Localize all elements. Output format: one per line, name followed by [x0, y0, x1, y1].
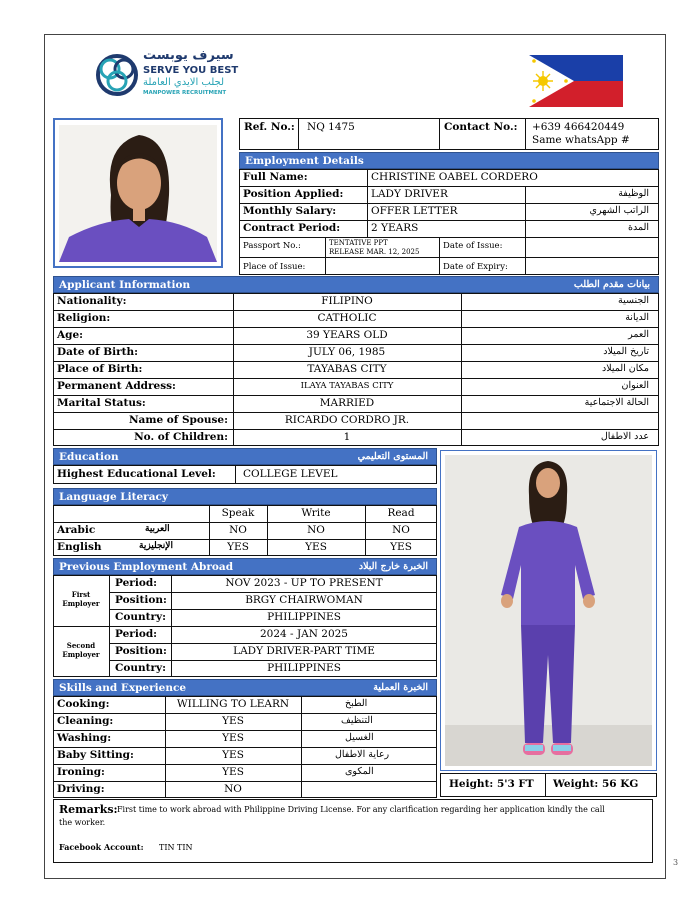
contact-label: Contact No.:	[444, 121, 518, 133]
cleaning-label: Cleaning:	[57, 715, 114, 727]
baby-sitting-value: YES	[222, 749, 244, 761]
issue-place-label: Place of Issue:	[243, 262, 306, 272]
passport-value-1: TENTATIVE PPT	[329, 239, 388, 247]
remarks-text: First time to work abroad with Philippine Driving License. For any clarification regarding her application kindly the call	[117, 805, 605, 814]
washing-value: YES	[222, 732, 244, 744]
ref-label: Ref. No.:	[244, 121, 295, 133]
logo-icon	[95, 51, 139, 99]
washing-label: Washing:	[57, 732, 112, 744]
religion-value: CATHOLIC	[317, 312, 377, 324]
religion-label: Religion:	[57, 312, 111, 324]
pob-value: TAYABAS CITY	[307, 363, 387, 375]
children-ar: عدد الاطفال	[600, 431, 649, 442]
nationality-value: FILIPINO	[321, 295, 373, 307]
logo-arabic-2: لجلب الايدي العاملة	[143, 77, 225, 88]
spouse-label: Name of Spouse:	[128, 414, 228, 426]
ironing-ar: المكوى	[345, 766, 374, 777]
contract-ar: المدة	[628, 222, 649, 233]
facebook-label: Facebook Account:	[59, 842, 144, 852]
age-ar: العمر	[628, 329, 649, 340]
second-position-label: Position:	[115, 645, 167, 657]
marital-value: MARRIED	[319, 397, 375, 409]
contract-label: Contract Period:	[243, 222, 341, 234]
contract-value: 2 YEARS	[371, 222, 419, 234]
second-period-value: 2024 - JAN 2025	[260, 628, 348, 640]
arabic-write: NO	[307, 524, 325, 536]
children-label: No. of Children:	[134, 431, 228, 443]
driving-label: Driving:	[57, 783, 105, 795]
baby-sitting-label: Baby Sitting:	[57, 749, 134, 761]
application-form	[44, 34, 666, 879]
salary-label: Monthly Salary:	[243, 205, 337, 217]
position-ar: الوظيفة	[618, 188, 649, 199]
page-number: 3	[673, 858, 679, 867]
language-header: Language Literacy	[53, 488, 437, 505]
cooking-ar: الطبخ	[345, 698, 368, 709]
pob-label: Place of Birth:	[57, 363, 143, 375]
logo-subtitle: MANPOWER RECRUITMENT	[143, 90, 227, 96]
address-label: Permanent Address:	[57, 380, 176, 392]
contact-value: +639 466420449	[532, 121, 625, 133]
arabic-read: NO	[392, 524, 410, 536]
cooking-label: Cooking:	[57, 698, 110, 710]
first-position-value: BRGY CHAIRWOMAN	[245, 594, 363, 606]
logo-arabic: سيرف يوبست	[143, 48, 234, 63]
remarks-text-2: the worker.	[59, 818, 106, 827]
spouse-value: RICARDO CORDRO JR.	[284, 414, 410, 426]
applicant-info-header: Applicant Information بيانات مقدم الطلب	[53, 276, 659, 293]
full-body-photo	[445, 455, 652, 766]
remarks-label: Remarks:	[59, 803, 118, 816]
passport-label: Passport No.:	[243, 241, 301, 251]
arabic-ar: العربية	[145, 524, 170, 534]
address-ar: العنوان	[621, 380, 649, 391]
ironing-label: Ironing:	[57, 766, 105, 778]
english-label: English	[57, 541, 102, 553]
height-value: Height: 5'3 FT	[449, 778, 534, 790]
first-country-label: Country:	[115, 611, 166, 623]
pob-ar: مكان الميلاد	[601, 363, 649, 374]
portrait-photo	[59, 125, 217, 262]
first-country-value: PHILIPPINES	[267, 611, 341, 623]
first-period-label: Period:	[115, 577, 158, 589]
baby-sitting-ar: رعاية الاطفال	[335, 749, 390, 760]
age-value: 39 YEARS OLD	[306, 329, 388, 341]
speak-header: Speak	[221, 507, 255, 519]
dob-value: JULY 06, 1985	[308, 346, 386, 358]
english-ar: الإنجليزية	[139, 541, 173, 551]
skills-header: Skills and Experience الخبرة العملية	[53, 679, 437, 696]
company-logo	[95, 48, 239, 101]
issue-date-label: Date of Issue:	[443, 241, 503, 251]
full-name-label: Full Name:	[243, 171, 308, 183]
english-speak: YES	[227, 541, 249, 553]
second-position-value: LADY DRIVER-PART TIME	[233, 645, 375, 657]
cleaning-value: YES	[222, 715, 244, 727]
first-period-value: NOV 2023 - UP TO PRESENT	[225, 577, 383, 589]
previous-employment-header: Previous Employment Abroad الخبرة خارج البلاد	[53, 558, 437, 575]
full-name-value: CHRISTINE OABEL CORDERO	[371, 171, 538, 183]
dob-label: Date of Birth:	[57, 346, 139, 358]
position-label: Position Applied:	[243, 188, 344, 200]
first-employer-line2: Employer	[62, 599, 100, 608]
first-position-label: Position:	[115, 594, 167, 606]
children-value: 1	[343, 431, 351, 443]
salary-ar: الراتب الشهري	[589, 205, 649, 216]
arabic-label: Arabic	[57, 524, 96, 536]
education-value: COLLEGE LEVEL	[243, 468, 338, 480]
cooking-value: WILLING TO LEARN	[176, 698, 290, 710]
nationality-ar: الجنسية	[618, 295, 649, 306]
write-header: Write	[301, 507, 331, 519]
employment-details-header: Employment Details	[239, 152, 659, 169]
position-value: LADY DRIVER	[371, 188, 448, 200]
weight-value: Weight: 56 KG	[553, 778, 639, 790]
nationality-label: Nationality:	[57, 295, 127, 307]
second-country-value: PHILIPPINES	[267, 662, 341, 674]
driving-value: NO	[224, 783, 242, 795]
marital-label: Marital Status:	[57, 397, 146, 409]
second-employer-line1: Second	[66, 641, 96, 650]
religion-ar: الديانة	[625, 312, 649, 323]
contact-note: Same whatsApp #	[532, 134, 630, 146]
salary-value: OFFER LETTER	[371, 205, 458, 217]
passport-value-2: RELEASE MAR. 12, 2025	[329, 248, 420, 256]
first-employer-line1: First	[71, 590, 91, 599]
second-employer-line2: Employer	[62, 650, 100, 659]
cleaning-ar: التنظيف	[341, 715, 373, 726]
address-value: ILAYA TAYABAS CITY	[300, 381, 394, 391]
education-label: Highest Educational Level:	[57, 468, 216, 480]
philippines-flag-icon	[529, 55, 623, 107]
expiry-label: Date of Expiry:	[443, 262, 508, 272]
second-period-label: Period:	[115, 628, 158, 640]
facebook-value: TIN TIN	[159, 843, 193, 852]
age-label: Age:	[57, 329, 84, 341]
logo-english: SERVE YOU BEST	[143, 65, 239, 76]
washing-ar: الغسيل	[345, 732, 374, 743]
english-read: YES	[390, 541, 412, 553]
education-header: Education المستوى التعليمي	[53, 448, 437, 465]
english-write: YES	[305, 541, 327, 553]
marital-ar: الحالة الاجتماعية	[584, 397, 649, 408]
ironing-value: YES	[222, 766, 244, 778]
second-country-label: Country:	[115, 662, 166, 674]
dob-ar: تاريخ الميلاد	[603, 346, 649, 357]
ref-value: NQ 1475	[307, 121, 355, 133]
read-header: Read	[387, 507, 415, 519]
arabic-speak: NO	[229, 524, 247, 536]
